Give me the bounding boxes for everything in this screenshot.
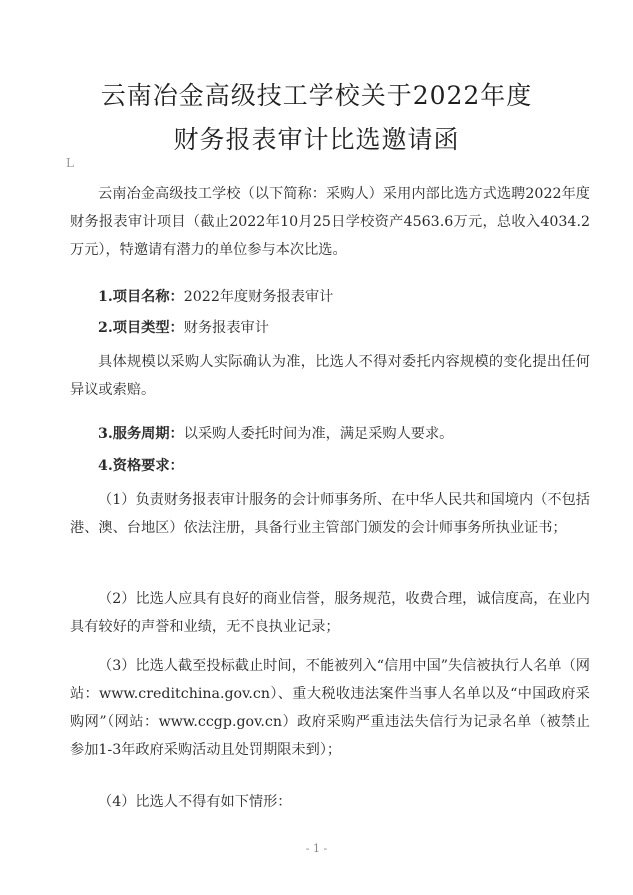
scale-paragraph: 具体规模以采购人实际确认为准，比选人不得对委托内容规模的变化提出任何异议或索赔。 [70, 354, 590, 398]
project-type-item [98, 314, 269, 342]
margin-mark: L [66, 156, 74, 170]
project-name-value: 2022年度财务报表审计 [183, 289, 334, 305]
intro-paragraph: 云南冶金高级技工学校（以下简称：采购人）采用内部比选方式选聘2022年度财务报表审计项目（截止2022年10月25日学校资产4563.6万元，总收入4034.2万元），特邀请有潜力的单位参与本次比选。 [70, 186, 590, 258]
requirement-4: （4）比选人不得有如下情形： [98, 794, 292, 810]
document-title-line2: 财务报表审计比选邀请函 [173, 125, 460, 154]
qualification-label: 4.资格要求： [98, 458, 184, 474]
service-period-value: 以采购人委托时间为准，满足采购人要求。 [183, 426, 454, 442]
project-type-label: 2.项目类型： [98, 320, 184, 336]
page-number: - 1 - [305, 842, 328, 855]
requirement-2: （2）比选人应具有良好的商业信誉，服务规范，收费合理，诚信度高，在业内具有较好的声誉和业绩，无不良执业记录； [70, 591, 590, 635]
project-name-item [98, 283, 333, 311]
service-period-label: 3.服务周期： [98, 426, 184, 442]
project-type-value: 财务报表审计 [183, 320, 269, 336]
service-period-item [98, 420, 453, 448]
project-name-label: 1.项目名称： [98, 289, 184, 305]
requirement-3: （3）比选人截至投标截止时间，不能被列入“信用中国”失信被执行人名单（网站：www.creditchina.gov.cn）、重大税收违法案件当事人名单以及“中国政府采购网”（网站：www.ccgp.gov.cn）政府采购严重违法失信行为记录名单（被禁止参加1-3年政府采购活动且处罚期限未到）； [70, 658, 590, 758]
document-title-line1: 云南冶金高级技工学校关于2022年度 [100, 81, 533, 110]
qualification-heading [98, 452, 184, 480]
requirement-1: （1）负责财务报表审计服务的会计师事务所、在中华人民共和国境内（不包括港、澳、台地区）依法注册，具备行业主管部门颁发的会计师事务所执业证书； [70, 492, 590, 536]
